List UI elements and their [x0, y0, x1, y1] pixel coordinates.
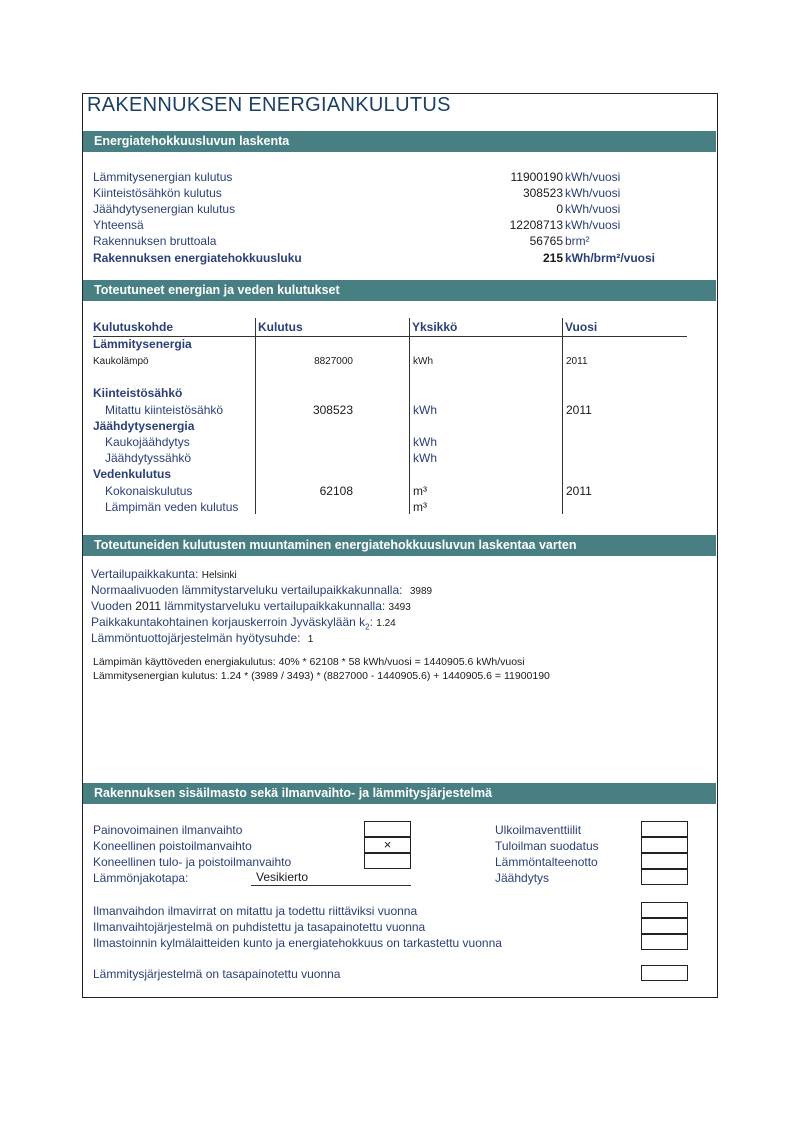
supply-air-filtering-checkbox[interactable] [641, 837, 688, 853]
cooling-checkbox[interactable] [641, 869, 688, 885]
heat-recovery-label: Lämmöntalteenotto [495, 855, 598, 869]
heating-energy-formula: Lämmitysenergian kulutus: 1.24 * (3989 / 3493) * (8827000 - 1440905.6) + 1440905.6 = 11900190 [93, 670, 550, 682]
label-energy-index: Rakennuksen energiatehokkuusluku [93, 251, 302, 265]
gravity-ventilation-label: Painovoimainen ilmanvaihto [93, 823, 243, 837]
hot-water-formula: Lämpimän käyttöveden energiakulutus: 40% * 62108 * 58 kWh/vuosi = 1440905.6 kWh/vuosi [93, 656, 525, 668]
heat-production-efficiency [91, 631, 313, 647]
cooling-label: Jäähdytys [495, 871, 550, 885]
heat-distribution-value: Vesikierto [256, 870, 309, 884]
ref-locality [91, 567, 237, 583]
label-property-electricity: Kiinteistösähkön kulutus [93, 186, 222, 200]
year-degree-days-value: 3493 [388, 602, 411, 613]
outdoor-air-valves-label: Ulkoilmaventtiilit [495, 823, 582, 837]
cooling-equipment-checked-label: Ilmastoinnin kylmälaitteiden kunto ja energiatehokkuus on tarkastettu vuonna [93, 936, 502, 950]
heating-balanced-year-field[interactable] [641, 965, 688, 981]
ref-locality-label: Vertailupaikkakunta: [91, 567, 199, 581]
normal-year-label: Normaalivuoden lämmitystarveluku vertailupaikkakunnalla: [91, 583, 403, 597]
label-heating-energy: Lämmitysenergian kulutus [93, 170, 233, 184]
outdoor-air-valves-checkbox[interactable] [641, 821, 688, 837]
label-gross-area: Rakennuksen bruttoala [93, 234, 217, 248]
ref-locality-value: Helsinki [201, 570, 237, 581]
unit-total: kWh/vuosi [565, 218, 621, 232]
row-total-water: Kokonaiskulutus [105, 484, 193, 498]
table-divider-1 [255, 318, 256, 514]
correction-factor: Paikkakuntakohtainen korjauskerroin Jyväskylään $k_2$: 1.24 [91, 615, 396, 632]
label-total: Yhteensä [93, 218, 144, 232]
cooling-equipment-checked-year-field[interactable] [641, 934, 688, 950]
row-cooling-electricity: Jäähdytyssähkö [105, 451, 192, 465]
row-total-water-consumption: 62108 [319, 484, 353, 498]
row-total-water-unit: m³ [413, 484, 427, 498]
unit-gross-area: brm² [565, 234, 590, 248]
gravity-ventilation-checkbox[interactable] [364, 821, 411, 837]
row-district-heating-year: 2011 [566, 356, 588, 367]
year-degree-days [91, 599, 411, 615]
group-cooling-energy: Jäähdytysenergia [93, 419, 195, 433]
value-property-electricity: 308523 [522, 186, 563, 200]
heat-recovery-checkbox[interactable] [641, 853, 688, 869]
heating-balanced-label: Lämmitysjärjestelmä on tasapainotettu vuonna [93, 967, 341, 981]
row-total-water-year: 2011 [566, 484, 592, 498]
row-district-heating: Kaukolämpö [93, 356, 149, 367]
section-heading-conversion: Toteutuneiden kulutusten muuntaminen energiatehokkuusluvun laskentaa varten [83, 535, 716, 556]
efficiency-label: Lämmöntuottojärjestelmän hyötysuhde: [91, 631, 301, 645]
value-cooling-energy: 0 [556, 202, 563, 216]
unit-property-electricity: kWh/vuosi [565, 186, 621, 200]
group-heating-energy: Lämmitysenergia [93, 337, 192, 351]
year-degree-days-label: lämmitystarveluku vertailupaikkakunnalla: [164, 599, 386, 613]
unit-heating-energy: kWh/vuosi [565, 170, 621, 184]
row-hot-water: Lämpimän veden kulutus [105, 500, 239, 514]
normal-year-value: 3989 [409, 586, 433, 597]
row-measured-electricity-year: 2011 [566, 403, 592, 417]
unit-cooling-energy: kWh/vuosi [565, 202, 621, 216]
supply-air-filtering-label: Tuloilman suodatus [495, 839, 599, 853]
airflow-measured-label: Ilmanvaihdon ilmavirrat on mitattu ja todettu riittäviksi vuonna [93, 904, 418, 918]
section-heading-indoor-climate: Rakennuksen sisäilmasto sekä ilmanvaihto- ja lämmitysjärjestelmä [83, 783, 716, 804]
value-heating-energy: 11900190 [510, 170, 563, 184]
col-header-year: Vuosi [565, 320, 598, 334]
label-cooling-energy: Jäähdytysenergian kulutus [93, 202, 236, 216]
mechanical-exhaust-checkbox[interactable]: × [364, 837, 411, 853]
row-district-heating-consumption: 8827000 [314, 356, 353, 367]
normal-year-degree-days [91, 583, 432, 599]
value-gross-area: 56765 [529, 234, 563, 248]
airflow-measured-year-field[interactable] [641, 902, 688, 918]
section-heading-consumptions: Toteutuneet energian ja veden kulutukset [83, 280, 716, 301]
value-energy-index: 215 [542, 251, 563, 265]
year-degree-days-year: 2011 [135, 599, 162, 613]
ventilation-cleaned-label: Ilmanvaihtojärjestelmä on puhdistettu ja tasapainotettu vuonna [93, 920, 426, 934]
ventilation-cleaned-year-field[interactable] [641, 918, 688, 934]
energy-report-frame [82, 93, 718, 998]
correction-factor-label: Paikkakuntakohtainen korjauskerroin Jyväskylään k [91, 615, 366, 629]
group-property-electricity: Kiinteistösähkö [93, 386, 183, 400]
efficiency-value: 1 [307, 634, 314, 645]
row-district-cooling: Kaukojäähdytys [105, 435, 190, 449]
col-header-target: Kulutuskohde [93, 320, 173, 334]
row-measured-electricity-consumption: 308523 [312, 403, 353, 417]
heat-distribution-underline [251, 885, 411, 886]
mechanical-supply-exhaust-label: Koneellinen tulo- ja poistoilmanvaihto [93, 855, 292, 869]
col-header-unit: Yksikkö [412, 320, 458, 334]
row-cooling-electricity-unit: kWh [413, 451, 437, 465]
mechanical-supply-exhaust-checkbox[interactable] [364, 853, 411, 869]
unit-energy-index: kWh/brm²/vuosi [565, 251, 656, 265]
row-district-heating-unit: kWh [413, 356, 433, 367]
value-total: 12208713 [509, 218, 563, 232]
group-water-consumption: Vedenkulutus [93, 467, 172, 481]
table-divider-2 [409, 318, 410, 514]
table-divider-3 [562, 318, 563, 514]
heat-distribution-label: Lämmönjakotapa: [93, 871, 189, 885]
mechanical-exhaust-label: Koneellinen poistoilmanvaihto [93, 839, 252, 853]
row-hot-water-unit: m³ [413, 500, 427, 514]
correction-factor-sub: 2 [365, 622, 370, 632]
row-district-cooling-unit: kWh [413, 435, 437, 449]
col-header-consumption: Kulutus [258, 320, 303, 334]
section-heading-energy-index: Energiatehokkuusluvun laskenta [83, 131, 716, 152]
year-degree-days-pre: Vuoden [91, 599, 132, 613]
document-title: RAKENNUKSEN ENERGIANKULUTUS [87, 94, 451, 116]
row-measured-electricity-unit: kWh [413, 403, 437, 417]
row-measured-electricity: Mitattu kiinteistösähkö [105, 403, 224, 417]
correction-factor-value: 1.24 [376, 618, 396, 629]
